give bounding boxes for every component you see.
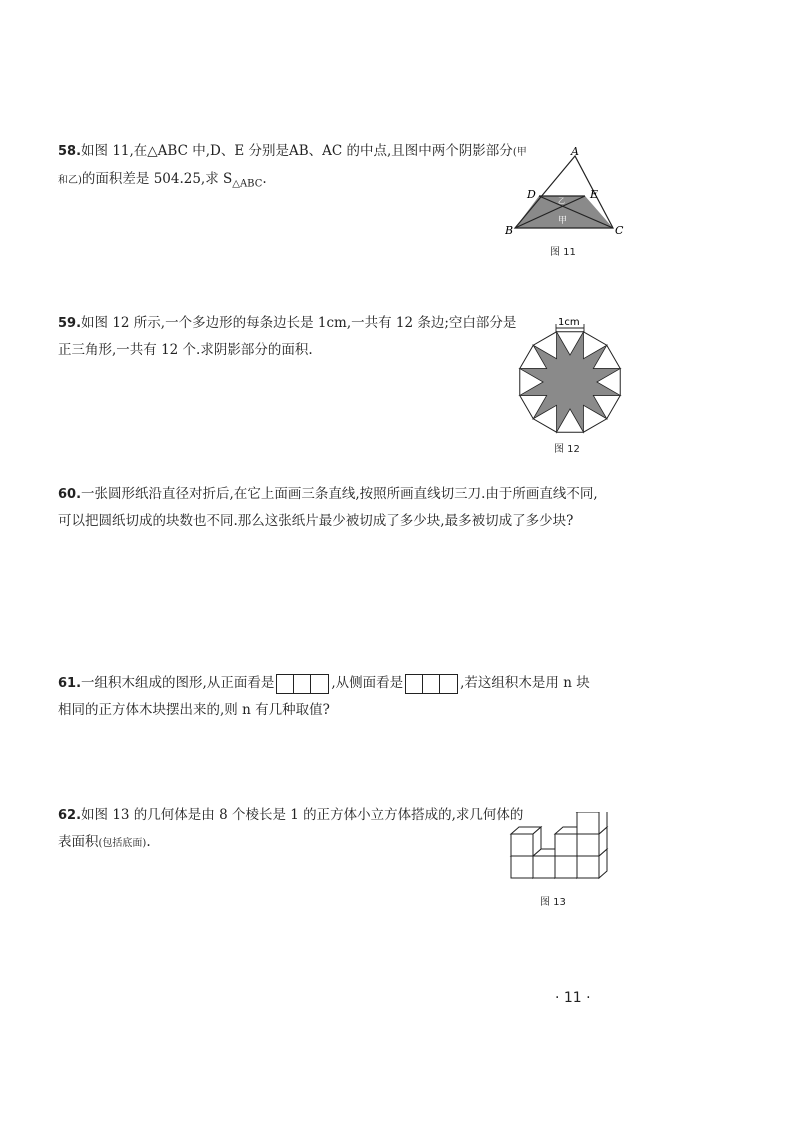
problem-number: 62.	[58, 808, 82, 823]
label-jia: 甲	[558, 216, 568, 226]
problem-text: 一张圆形纸沿直径对折后,在它上面画三条直线,按照所画直线切三刀.由于所画直线不同,可以把圆纸切成的块数也不同.那么这张纸片最少被切成了多少块,最多被切成了多少块?	[58, 486, 598, 529]
label-a: A	[571, 146, 579, 158]
cube-face	[577, 812, 599, 834]
front-view-boxes	[276, 674, 329, 694]
problem-text: 一组积木组成的图形,从正面看是	[81, 675, 275, 691]
problem-60	[58, 481, 603, 534]
figure-11-caption: 图 11	[550, 247, 576, 258]
figure-11	[505, 146, 625, 241]
label-yi: 乙	[558, 197, 565, 205]
problem-61	[58, 670, 603, 723]
figure-13	[505, 812, 625, 884]
page-number: · 11 ·	[555, 990, 591, 1006]
problem-number: 60.	[58, 487, 82, 502]
problem-note: (甲和乙)	[58, 147, 527, 186]
cube-face	[577, 856, 599, 878]
figure-12-caption: 图 12	[554, 444, 580, 455]
label-e: E	[590, 188, 599, 201]
triangle-subscript: △ABC	[232, 178, 263, 190]
problem-text: 的面积差是 504.25,求 S	[81, 171, 233, 187]
cube-face	[555, 834, 577, 856]
problem-59	[58, 310, 528, 363]
problem-number: 58.	[58, 144, 82, 159]
cube-face	[511, 834, 533, 856]
cube-face	[511, 856, 533, 878]
side-view-boxes	[405, 674, 458, 694]
problem-number: 59.	[58, 316, 82, 331]
figure-12	[515, 312, 625, 437]
cube-face	[577, 834, 599, 856]
label-d: D	[527, 188, 536, 201]
problem-number: 61.	[58, 676, 82, 691]
dimension-label: 1cm	[558, 317, 580, 328]
cube-face	[555, 856, 577, 878]
problem-note: (包括底面)	[98, 838, 147, 849]
label-c: C	[615, 224, 624, 237]
problem-text: 如图 11,在△ABC 中,D、E 分别是AB、AC 的中点,且图中两个阴影部分	[81, 143, 513, 159]
problem-text: ,从侧面看是	[331, 675, 404, 691]
label-b: B	[505, 224, 514, 237]
figure-13-caption: 图 13	[540, 897, 566, 908]
cube-face	[533, 856, 555, 878]
problem-text: .	[146, 834, 151, 850]
problem-text: 如图 12 所示,一个多边形的每条边长是 1cm,一共有 12 条边;空白部分是正三角形,一共有 12 个.求阴影部分的面积.	[58, 315, 517, 358]
problem-62	[58, 802, 528, 857]
problem-text: ,若这组积木是用 n 块相同的正方体木块摆出来的,则 n 有几种取值?	[58, 675, 590, 718]
problem-text: .	[262, 171, 267, 187]
problem-text: 如图 13 的几何体是由 8 个棱长是 1 的正方体小立方体搭成的,求几何体的表面积	[58, 807, 524, 850]
problem-58	[58, 138, 528, 198]
